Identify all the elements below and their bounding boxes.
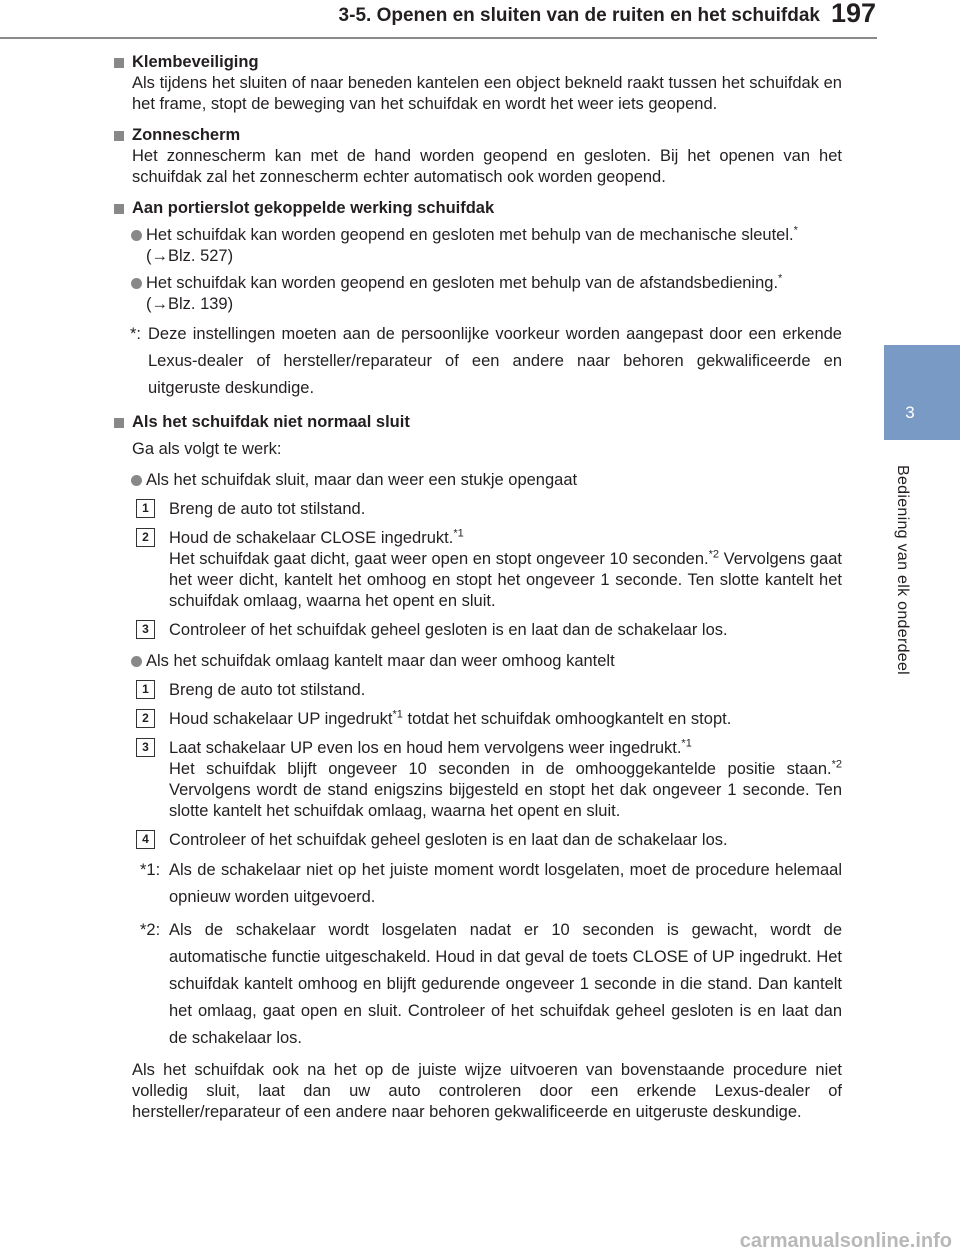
watermark: carmanualsonline.info [739, 1230, 952, 1252]
square-bullet-icon [114, 418, 124, 428]
footnote: *2: Als de schakelaar wordt losgelaten nadat er 10 seconden is gewacht, wordt de automatische functie uitgeschakeld. Houd in dat geval de toets CLOSE of UP ingedrukt. Het schuifdak kantelt omhoog en blijft gedurende ongeveer 1 seconde in die stand. Dan kantelt het omlaag, gaat open en sluit. Controleer of het schuifdak geheel gesloten is en laat dan de schakelaar los. [140, 921, 842, 1047]
list-item: Als het schuifdak omlaag kantelt maar dan weer omhoog kantelt [112, 651, 842, 672]
step-number: 4 [136, 830, 155, 849]
closing-text: Als het schuifdak ook na het op de juiste wijze uitvoeren van bovenstaande procedure niet volledig sluit, laat dan uw auto controleren door een erkende Lexus-dealer of hersteller/reparateur of een andere naar behoren gekwalificeerde en uitgeruste deskundige. [132, 1061, 842, 1121]
page-content [112, 52, 842, 1133]
section-title: Als het schuifdak niet normaal sluit [132, 413, 410, 431]
list-item: Als het schuifdak sluit, maar dan weer een stukje opengaat [112, 470, 842, 491]
step-item: 4 Controleer of het schuifdak geheel gesloten is en laat dan de schakelaar los. [112, 830, 842, 851]
section-intro: Ga als volgt te werk: [132, 440, 282, 458]
chapter-side-label: Bediening van elk onderdeel [894, 465, 911, 676]
section-portierslot [112, 198, 842, 402]
round-bullet-icon [131, 475, 142, 486]
step-item: 1 Breng de auto tot stilstand. [112, 499, 842, 520]
square-bullet-icon [114, 204, 124, 214]
page-reference: (→Blz. 527) [146, 247, 234, 265]
chapter-tab-number: 3 [905, 403, 915, 422]
section-niet-normaal-sluit [112, 412, 842, 1123]
round-bullet-icon [131, 278, 142, 289]
step-item: 2 Houd schakelaar UP ingedrukt$^{*1}$ totdat het schuifdak omhoogkantelt en stopt. [112, 709, 842, 730]
header-rule [0, 37, 877, 39]
list-item: Het schuifdak kan worden geopend en gesloten met behulp van de mechanische sleutel.* (→Blz. 527) [112, 225, 842, 267]
step-item: 1 Breng de auto tot stilstand. [112, 680, 842, 701]
section-title: Aan portierslot gekoppelde werking schuifdak [132, 199, 495, 217]
footnote: *: Deze instellingen moeten aan de persoonlijke voorkeur worden aangepast door een erkende Lexus-dealer of hersteller/reparateur of een andere naar behoren gekwalificeerde en uitgeruste deskundige. [130, 325, 842, 397]
step-item: 3 Laat schakelaar UP even los en houd hem vervolgens weer ingedrukt.$^{*1}$ Het schuifdak blijft ongeveer 10 seconden in de omhooggekantelde positie staan.$^{*2}$ Vervolgens wordt de stand enigszins bijgesteld en stopt het dak ongeveer 1 seconde. Ten slotte kantelt het schuifdak omlaag, waarna het opent en sluit. [112, 738, 842, 822]
page-number: 197 [830, 0, 876, 28]
step-number: 3 [136, 620, 155, 639]
round-bullet-icon [131, 656, 142, 667]
step-number: 2 [136, 528, 155, 547]
round-bullet-icon [131, 230, 142, 241]
step-item: 3 Controleer of het schuifdak geheel gesloten is en laat dan de schakelaar los. [112, 620, 842, 641]
footnote: *1: Als de schakelaar niet op het juiste moment wordt losgelaten, moet de procedure helemaal opnieuw worden uitgevoerd. [140, 861, 842, 906]
list-item: Het schuifdak kan worden geopend en gesloten met behulp van de afstandsbediening.* (→Blz. 139) [112, 273, 842, 315]
section-text: Als tijdens het sluiten of naar beneden kantelen een object bekneld raakt tussen het schuifdak en het frame, stopt de beweging van het schuifdak en wordt het weer iets geopend. [132, 74, 842, 113]
step-number: 3 [136, 738, 155, 757]
square-bullet-icon [114, 58, 124, 68]
section-title: Klembeveiliging [132, 53, 259, 71]
step-number: 1 [136, 499, 155, 518]
chapter-title: 3-5. Openen en sluiten van de ruiten en het schuifdak [338, 5, 820, 26]
section-klembeveiliging [112, 52, 842, 115]
section-text: Het zonnescherm kan met de hand worden geopend en gesloten. Bij het openen van het schuifdak zal het zonnescherm echter automatisch ook worden geopend. [132, 147, 842, 186]
step-item: 2 Houd de schakelaar CLOSE ingedrukt.$^{*1}$ Het schuifdak gaat dicht, gaat weer open en stopt ongeveer 10 seconden.$^{*2}$ Vervolgens gaat het weer dicht, kantelt het omhoog en stopt het ongeveer 1 seconde. Ten slotte kantelt het schuifdak omlaag, waarna het opent en sluit. [112, 528, 842, 612]
square-bullet-icon [114, 131, 124, 141]
step-number: 2 [136, 709, 155, 728]
section-zonnescherm [112, 125, 842, 188]
page-reference: (→Blz. 139) [146, 295, 234, 313]
chapter-tab [884, 345, 960, 440]
page-header [0, 0, 960, 40]
step-number: 1 [136, 680, 155, 699]
section-title: Zonnescherm [132, 126, 241, 144]
